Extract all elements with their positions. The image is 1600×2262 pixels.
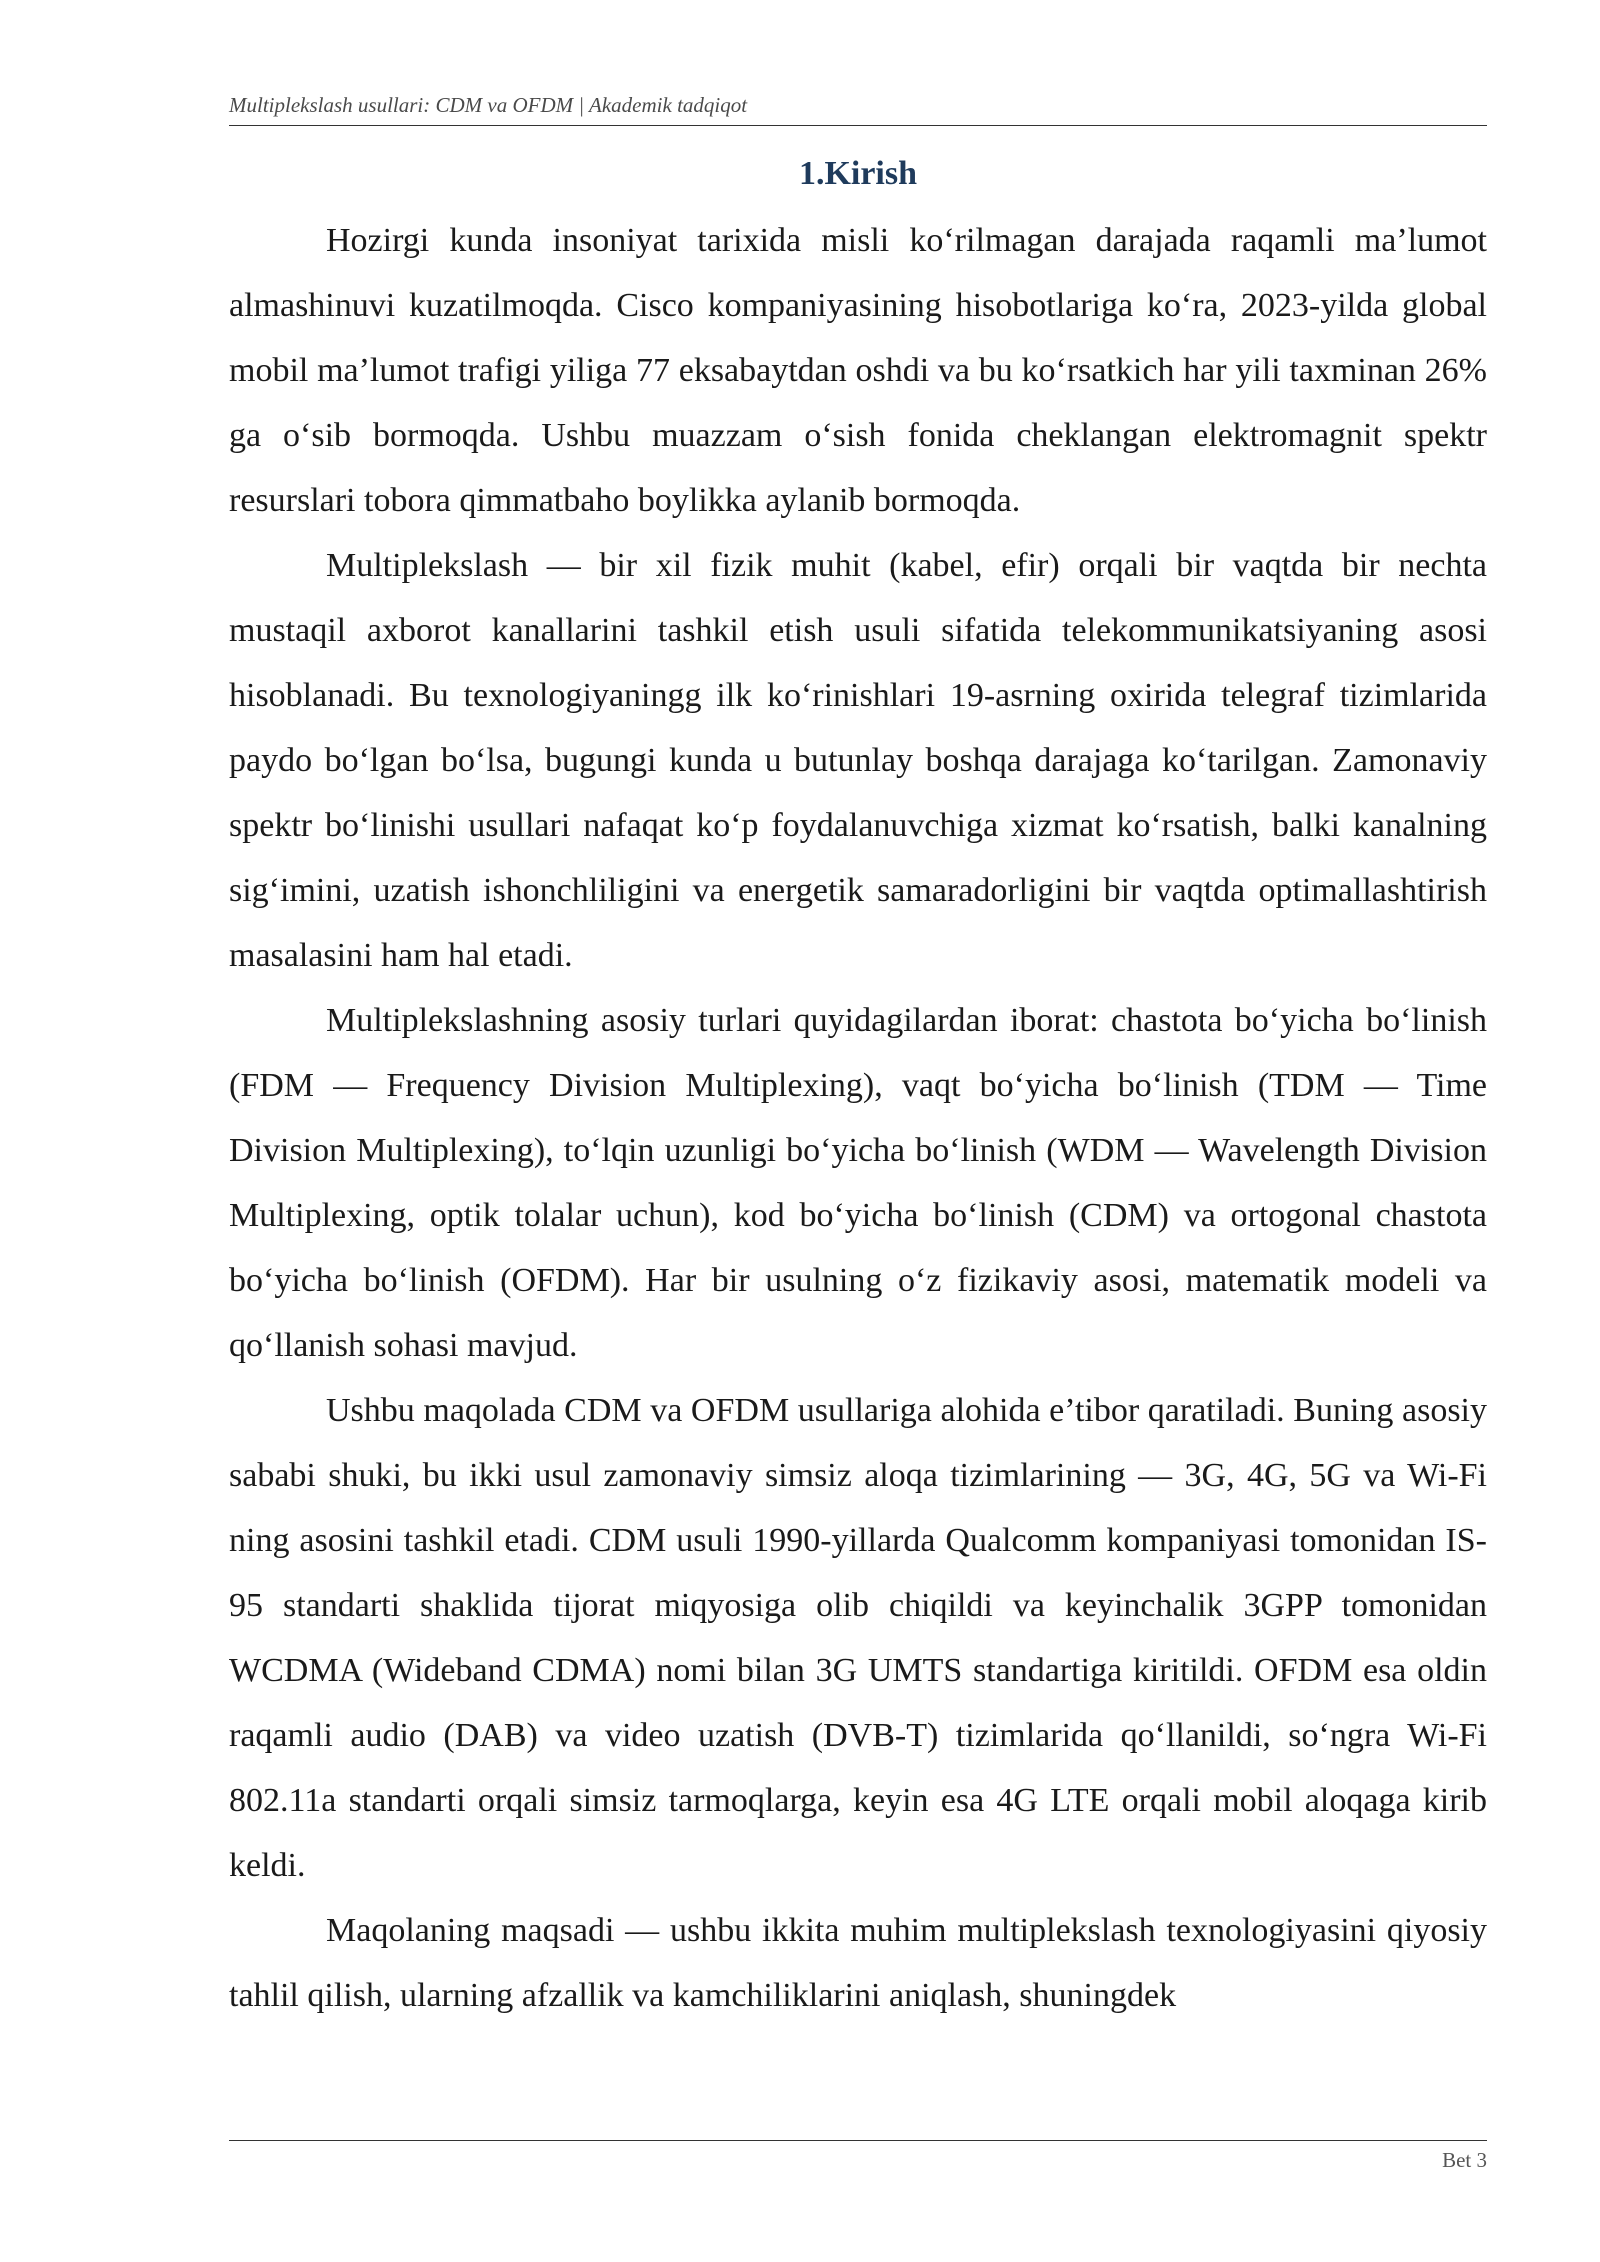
paragraph: Multiplekslashning asosiy turlari quyidagilardan iborat: chastota bo‘yicha bo‘linish (FDM — Frequency Division Multiplexing), vaqt bo‘yicha bo‘linish (TDM — Time Division Multiplexing), to‘lqin uzunligi bo‘yicha bo‘linish (WDM — Wavelength Division Multiplexing, optik tolalar uchun), kod bo‘yicha bo‘linish (CDM) va ortogonal chastota bo‘yicha bo‘linish (OFDM). Har bir usulning o‘z fizikaviy asosi, matematik modeli va qo‘llanish sohasi mavjud.	[229, 1002, 1487, 1364]
paragraph: Multiplekslash — bir xil fizik muhit (kabel, efir) orqali bir vaqtda bir nechta mustaqil axborot kanallarini tashkil etish usuli sifatida telekommunikatsiyaning asosi hisoblanadi. Bu texnologiyaningg ilk ko‘rinishlari 19-asrning oxirida telegraf tizimlarida paydo bo‘lgan bo‘lsa, bugungi kunda u butunlay boshqa darajaga ko‘tarilgan. Zamonaviy spektr bo‘linishi usullari nafaqat ko‘p foydalanuvchiga xizmat ko‘rsatish, balki kanalning sig‘imini, uzatish ishonchliligini va energetik samaradorligini bir vaqtda optimallashtirish masalasini ham hal etadi.	[229, 547, 1487, 974]
paragraph: Hozirgi kunda insoniyat tarixida misli ko‘rilmagan darajada raqamli ma’lumot almashinuvi kuzatilmoqda. Cisco kompaniyasining hisobotlariga ko‘ra, 2023-yilda global mobil ma’lumot trafigi yiliga 77 eksabaytdan oshdi va bu ko‘rsatkich har yili taxminan 26% ga o‘sib bormoqda. Ushbu muazzam o‘sish fonida cheklangan elektromagnit spektr resurslari tobora qimmatbaho boylikka aylanib bormoqda.	[229, 222, 1487, 519]
paragraph: Ushbu maqolada CDM va OFDM usullariga alohida e’tibor qaratiladi. Buning asosiy sababi shuki, bu ikki usul zamonaviy simsiz aloqa tizimlarining — 3G, 4G, 5G va Wi-Fi ning asosini tashkil etadi. CDM usuli 1990-yillarda Qualcomm kompaniyasi tomonidan IS-95 standarti shaklida tijorat miqyosiga olib chiqildi va keyinchalik 3GPP tomonidan WCDMA (Wideband CDMA) nomi bilan 3G UMTS standartiga kiritildi. OFDM esa oldin raqamli audio (DAB) va video uzatish (DVB-T) tizimlarida qo‘llanildi, so‘ngra Wi-Fi 802.11a standarti orqali simsiz tarmoqlarga, keyin esa 4G LTE orqali mobil aloqaga kirib keldi.	[229, 1392, 1487, 1884]
footer-divider	[229, 2140, 1487, 2141]
paragraph: Maqolaning maqsadi — ushbu ikkita muhim multiplekslash texnologiyasini qiyosiy tahlil qilish, ularning afzallik va kamchiliklarini aniqlash, shuningdek	[229, 1912, 1487, 2014]
page-number: Bet 3	[1442, 2148, 1487, 2172]
section-title: 1.Kirish	[798, 155, 918, 192]
running-header: Multiplekslash usullari: CDM va OFDM | Akademik tadqiqot	[229, 93, 748, 117]
body-text	[229, 208, 1487, 2028]
header-divider	[229, 125, 1487, 126]
